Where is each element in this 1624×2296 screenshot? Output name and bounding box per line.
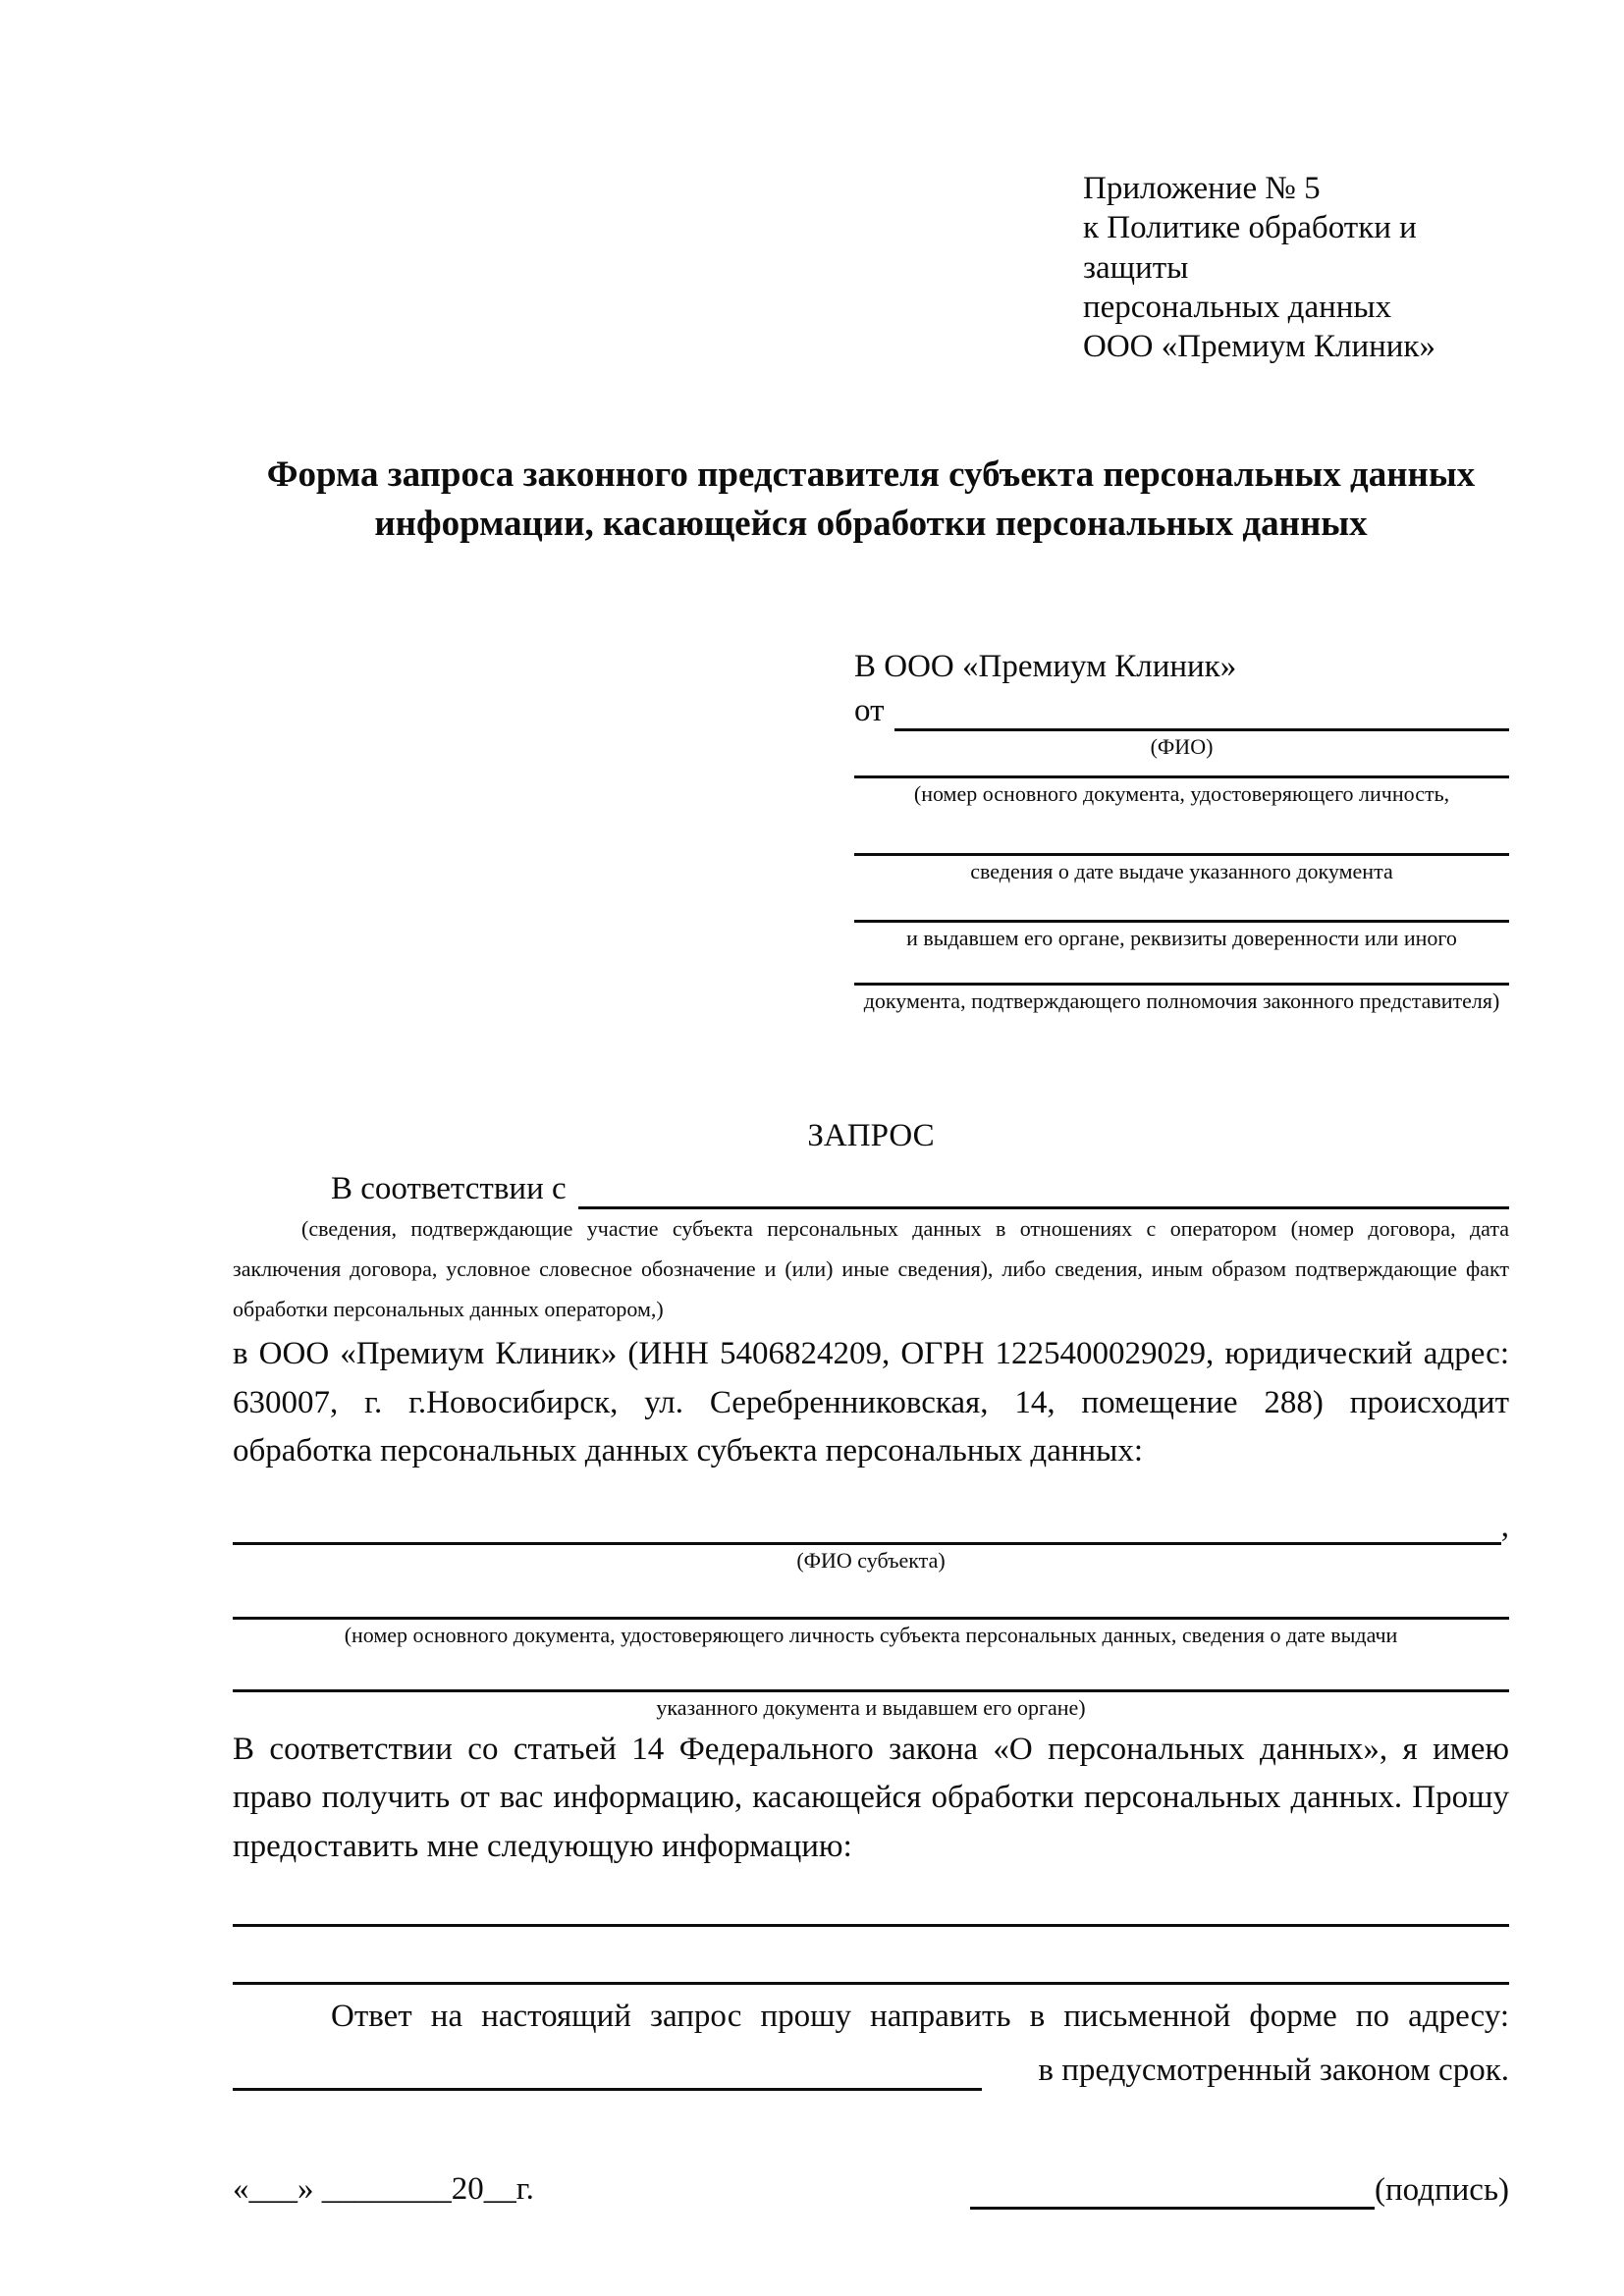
representative-doc-caption: сведения о дате выдаче указанного документа	[970, 858, 1393, 883]
appendix-line: к Политике обработки и защиты	[1083, 210, 1417, 286]
representative-doc-blank-line	[854, 884, 1509, 923]
representative-doc-caption: документа, подтверждающего полномочия законного представителя)	[863, 988, 1500, 1013]
from-label: от	[854, 693, 885, 729]
document-title	[233, 451, 1509, 549]
accordance-label: В соответствии с	[331, 1171, 567, 1207]
representative-doc-caption: и выдавшем его органе, реквизиты доверенности или иного	[906, 926, 1457, 951]
representative-doc-blank-line	[854, 760, 1509, 778]
representative-doc-blank-line	[854, 808, 1509, 856]
from-row	[854, 688, 1509, 731]
subject-fio-blank-line	[233, 1503, 1501, 1545]
subject-doc-blank-line	[233, 1648, 1509, 1692]
request-heading: ЗАПРОС	[807, 1117, 935, 1153]
information-blank-line	[233, 1927, 1509, 1985]
date-blank: «___» ________20__г.	[233, 2170, 534, 2207]
fio-caption: (ФИО)	[1150, 734, 1214, 760]
address-blank-line	[233, 2049, 982, 2091]
law-paragraph: В соответствии со статьей 14 Федерального закона «О персональных данных», я имею право получить от вас информацию, касающейся обработки персональных данных. Прошу предоставить мне следующую информацию:	[233, 1731, 1509, 1864]
representative-doc-blank-line	[854, 952, 1509, 986]
footer-row	[233, 2167, 1509, 2210]
information-blank-line	[233, 1900, 1509, 1927]
appendix-line: ООО «Премиум Клиник»	[1083, 329, 1435, 364]
operator-paragraph: в ООО «Премиум Клиник» (ИНН 5406824209, ОГРН 1225400029029, юридический адрес: 630007, г. г.Новосибирск, ул. Серебренниковская, 14, помещение 288) происходит обработка персональных данных субъекта персональных данных:	[233, 1336, 1509, 1469]
appendix-line: персональных данных	[1083, 289, 1392, 325]
subject-fio-row	[233, 1502, 1509, 1545]
document-title-line: информации, касающейся обработки персональных данных	[374, 504, 1368, 545]
subject-doc-blank-line	[233, 1599, 1509, 1620]
subject-doc-caption: указанного документа и выдавшем его органе)	[656, 1695, 1086, 1721]
appendix-line: Приложение № 5	[1083, 171, 1321, 206]
addressee-organization: В ООО «Премиум Клиник»	[854, 649, 1237, 685]
subject-fio-comma: ,	[1500, 1509, 1509, 1545]
signature-blank-line	[970, 2167, 1375, 2210]
answer-suffix: в предусмотренный законом срок.	[1038, 2052, 1509, 2088]
appendix-block	[1083, 169, 1509, 366]
addressee-block	[854, 646, 1509, 1014]
signature-block	[970, 2167, 1509, 2210]
answer-paragraph: Ответ на настоящий запрос прошу направить в письменной форме по адресу:	[331, 1999, 1509, 2035]
answer-address-row	[233, 2042, 1509, 2091]
document-title-line: Форма запроса законного представителя субъекта персональных данных	[266, 454, 1476, 496]
from-blank-line	[894, 691, 1510, 731]
subject-doc-caption: (номер основного документа, удостоверяющего личность субъекта персональных данных, сведения о дате выдачи	[344, 1623, 1398, 1648]
signature-caption: (подпись)	[1375, 2171, 1509, 2208]
subject-fio-caption: (ФИО субъекта)	[796, 1547, 946, 1573]
accordance-blank-line	[578, 1167, 1509, 1209]
document-content	[233, 169, 1509, 2210]
accordance-caption: (сведения, подтверждающие участие субъекта персональных данных в отношениях с оператором (номер договора, дата заключения договора, условное словесное обозначение и (или) иные сведения), либо сведения, иным образом подтверждающие факт обработки персональных данных оператором,)	[233, 1216, 1509, 1322]
representative-doc-caption: (номер основного документа, удостоверяющего личность,	[913, 781, 1450, 807]
accordance-row	[233, 1160, 1509, 1209]
